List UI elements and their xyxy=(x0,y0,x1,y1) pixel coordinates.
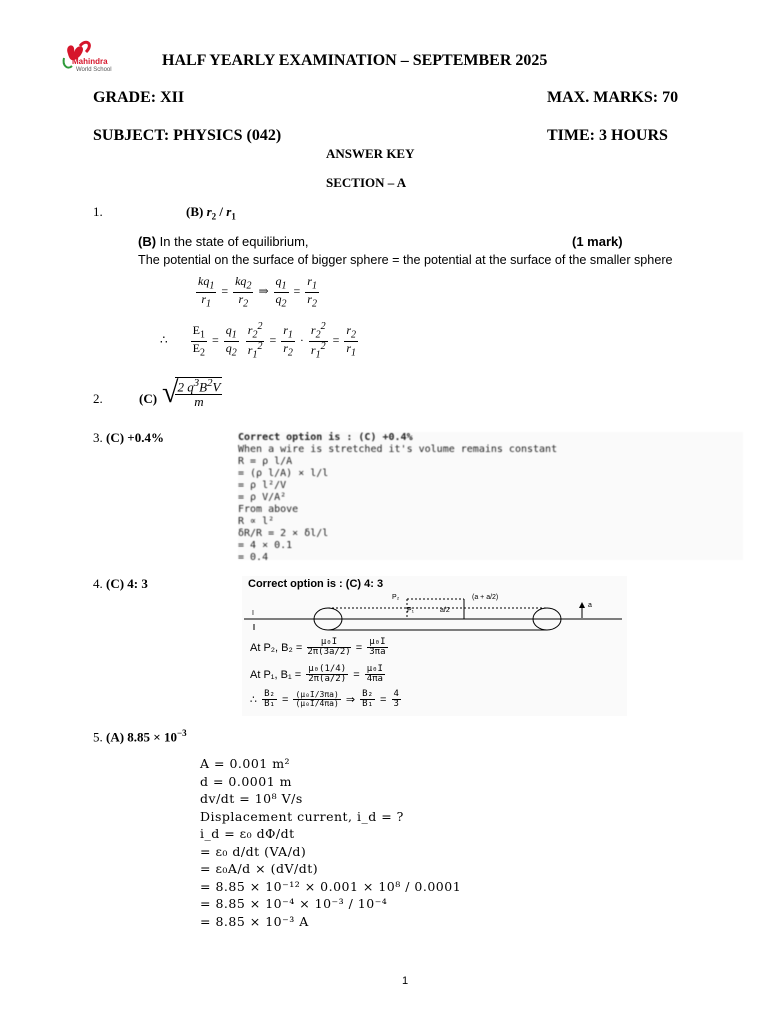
q3-line-2: R = ρ l/A xyxy=(238,456,293,467)
q5-line-3: Displacement current, i_d = ? xyxy=(200,808,404,824)
grade: GRADE: XII xyxy=(93,89,185,106)
q5-answer-prefix: (A) 8.85 × 10 xyxy=(106,729,177,745)
q1-slash: / xyxy=(216,204,227,219)
q4-at-p2: At P₂, B₂ = xyxy=(250,641,303,654)
page-number: 1 xyxy=(402,975,409,987)
answer-key-title: ANSWER KEY xyxy=(326,146,415,161)
q4-therefore: ∴ xyxy=(250,693,257,706)
q3-line-7: R ∝ l² xyxy=(238,516,275,527)
q1-explanation xyxy=(138,232,753,270)
q3-answer: (C) +0.4% xyxy=(106,430,164,445)
q1-answer xyxy=(186,204,236,222)
q4-label-a: a xyxy=(588,602,592,609)
q1-option: (B) xyxy=(186,204,204,219)
logo-text-1: Mahindra xyxy=(72,57,108,66)
q1-equation-2: ∴ $\frac{E_1}{E_2}$ = $\frac{q_1}{q_2}$ $\frac{r_2^2}{r_1^2}$ = $\frac{r_1}{r_2}$ · $\frac{r_2^2}{r_1^2}$ = $\frac{r_2}{r_1}$ xyxy=(160,321,357,361)
q5-line-5: = ε₀ d/dt (VA/d) xyxy=(200,843,307,859)
section-title: SECTION – A xyxy=(326,175,407,190)
q4-eq-p1: At P₁, B₁ = $\frac{\text{μ₀(1/4)}}{2\pi(a/2)}$ = $\frac{\text{μ₀I}}{4\pi a}$ xyxy=(250,664,383,685)
max-marks: MAX. MARKS: 70 xyxy=(547,89,679,106)
q4-number: 4. xyxy=(93,576,103,591)
q1-number: 1. xyxy=(93,204,103,219)
q3-line-3: = (ρ l/A) × l/l xyxy=(238,468,329,479)
q3-number: 3. xyxy=(93,430,103,445)
q4-eq-p2: At P₂, B₂ = $\frac{\text{μ₀I}}{2\pi(3a/2)}$ = $\frac{\text{μ₀I}}{3\pi a}$ xyxy=(250,637,386,658)
exam-title: HALF YEARLY EXAMINATION – SEPTEMBER 2025 xyxy=(162,52,548,69)
q4-label-half: a/2 xyxy=(440,607,450,614)
q1-exp-marks: (1 mark) xyxy=(572,234,623,249)
q3-line-4: = ρ l²/V xyxy=(238,480,287,491)
q2-number: 2. xyxy=(93,391,103,406)
q5-answer-exp: −3 xyxy=(176,728,187,738)
q1-r1: r xyxy=(226,204,232,219)
q1-exp-line2: The potential on the surface of bigger sphere = the potential at the surface of the smaller sphere xyxy=(138,253,673,267)
q4-label-p1: P₁ xyxy=(407,607,415,614)
q5-line-6: = ε₀A/d × (dV/dt) xyxy=(200,861,319,876)
q5-line-9: = 8.85 × 10⁻³ A xyxy=(200,913,309,929)
q5-line-8: = 8.85 × 10⁻⁴ × 10⁻³ / 10⁻⁴ xyxy=(200,896,388,911)
q4-heading xyxy=(93,576,148,592)
q2-formula: √ $\frac{2 q^3B^2V}{m}$ xyxy=(162,376,221,410)
q4-label-i: I xyxy=(252,610,254,617)
time: TIME: 3 HOURS xyxy=(547,127,668,144)
q5-heading xyxy=(93,728,187,745)
q4-label-p2: P₂ xyxy=(392,594,400,601)
q1-r2: r xyxy=(206,204,212,219)
school-logo xyxy=(60,40,122,80)
q5-line-2: dv/dt = 10⁸ V/s xyxy=(200,791,303,806)
q4-correct-line: Correct option is : (C) 4: 3 xyxy=(248,578,384,590)
q3-line-6: From above xyxy=(238,504,299,515)
q3-line-5: = ρ V/A² xyxy=(238,492,287,503)
q1-sub1: 1 xyxy=(231,211,236,222)
q5-line-0: A = 0.001 m² xyxy=(200,756,291,771)
q5-solution-image xyxy=(200,755,530,935)
q1-exp-option: (B) xyxy=(138,234,157,249)
q4-answer: (C) 4: 3 xyxy=(106,576,148,591)
q3-heading xyxy=(93,430,164,446)
q5-line-1: d = 0.0001 m xyxy=(200,773,292,789)
q4-wire-diagram xyxy=(242,594,627,644)
q3-line-8: δR/R = 2 × δl/l xyxy=(238,528,329,539)
q1-equation-1: $\frac{kq_1}{r_1}$ = $\frac{kq_2}{r_2}$ ⇒ $\frac{q_1}{q_2}$ = $\frac{r_1}{r_2}$ xyxy=(198,274,317,310)
subject: SUBJECT: PHYSICS (042) xyxy=(93,127,282,144)
q3-line-9: = 4 × 0.1 xyxy=(238,540,293,551)
q3-line-10: = 0.4 xyxy=(238,552,269,563)
q2-option: (C) xyxy=(139,391,158,406)
q4-eq-ratio: ∴ $\frac{\text{B₂}}{\text{B₁}}$ = $\frac{\text{(μ₀I/3πa)}}{\text{(μ₀I/4πa)}}$ ⇒ $\frac{\text{B₂}}{\text{B₁}}$ = $\frac{4}{3}$ xyxy=(250,689,399,710)
q3-solution-image xyxy=(238,432,743,563)
q1-exp-line1: In the state of equilibrium, xyxy=(159,234,309,249)
logo-text-2: World School xyxy=(76,67,112,73)
q3-line-0: Correct option is : (C) +0.4% xyxy=(238,432,413,443)
q4-at-p1: At P₁, B₁ = xyxy=(250,668,302,681)
q5-number: 5. xyxy=(93,729,103,745)
q1-sub2: 2 xyxy=(211,211,217,222)
q4-label-span: (a + a/2) xyxy=(472,594,499,601)
q5-line-7: = 8.85 × 10⁻¹² × 0.001 × 10⁸ / 0.0001 xyxy=(200,878,462,894)
q5-line-4: i_d = ε₀ dΦ/dt xyxy=(200,826,295,841)
q3-line-1: When a wire is stretched it's volume remains constant xyxy=(238,444,558,455)
q4-solution-image xyxy=(242,576,627,716)
